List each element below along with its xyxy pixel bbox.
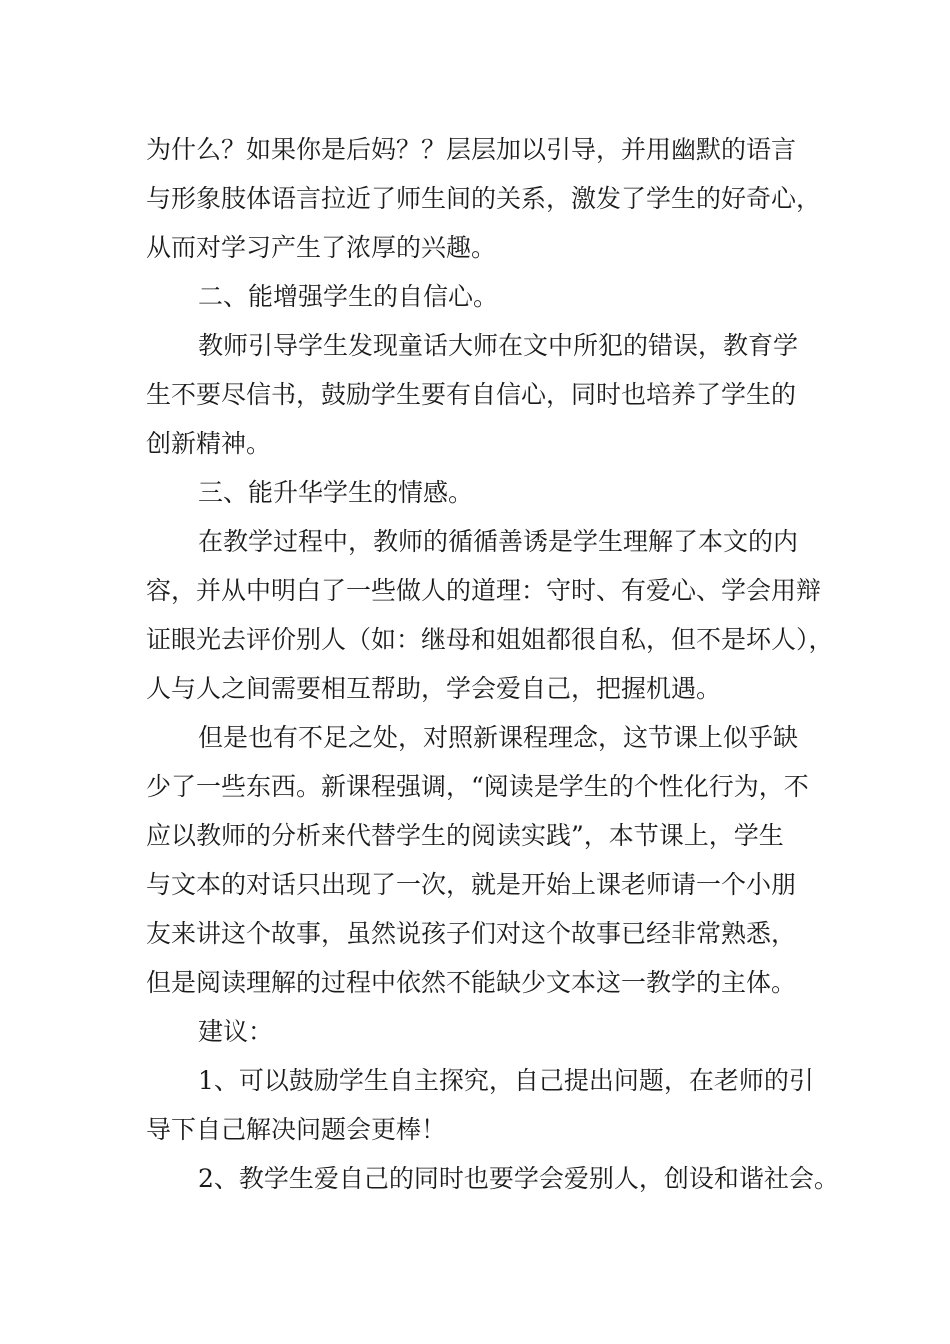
section-heading bbox=[146, 468, 826, 517]
text-line: 容，并从中明白了一些做人的道理：守时、有爱心、学会用辩 bbox=[146, 576, 822, 605]
text-line: 应以教师的分析来代替学生的阅读实践”，本节课上，学生 bbox=[146, 821, 784, 850]
text-line: 但是也有不足之处，对照新课程理念，这节课上似乎缺 bbox=[198, 723, 799, 752]
text-line: 建议： bbox=[198, 1017, 274, 1046]
text-line: 三、能升华学生的情感。 bbox=[198, 478, 474, 507]
text-line: 与形象肢体语言拉近了师生间的关系，激发了学生的好奇心， bbox=[146, 184, 822, 213]
section-heading bbox=[146, 272, 826, 321]
text-line: 从而对学习产生了浓厚的兴趣。 bbox=[146, 233, 497, 262]
text-line: 1、可以鼓励学生自主探究，自己提出问题，在老师的引 bbox=[198, 1066, 814, 1095]
section-heading bbox=[146, 1007, 826, 1056]
text-line: 二、能增强学生的自信心。 bbox=[198, 282, 499, 311]
paragraph bbox=[146, 713, 826, 1007]
paragraph bbox=[146, 125, 826, 272]
text-line: 导下自己解决问题会更棒！ bbox=[146, 1115, 447, 1144]
list-item bbox=[146, 1056, 826, 1154]
text-line: 创新精神。 bbox=[146, 429, 272, 458]
text-line: 教师引导学生发现童话大师在文中所犯的错误，教育学 bbox=[198, 331, 799, 360]
text-line: 与文本的对话只出现了一次，就是开始上课老师请一个小朋 bbox=[146, 870, 797, 899]
text-line: 在教学过程中，教师的循循善诱是学生理解了本文的内 bbox=[198, 527, 799, 556]
paragraph bbox=[146, 517, 834, 713]
list-item bbox=[146, 1154, 839, 1203]
text-line: 友来讲这个故事，虽然说孩子们对这个故事已经非常熟悉， bbox=[146, 919, 797, 948]
document-body bbox=[146, 125, 839, 1203]
text-line: 证眼光去评价别人（如：继母和姐姐都很自私，但不是坏人）， bbox=[146, 625, 834, 654]
text-line: 人与人之间需要相互帮助，学会爱自己，把握机遇。 bbox=[146, 674, 722, 703]
text-line: 2、教学生爱自己的同时也要学会爱别人，创设和谐社会。 bbox=[198, 1164, 839, 1193]
paragraph bbox=[146, 321, 826, 468]
text-line: 为什么？如果你是后妈？？层层加以引导，并用幽默的语言 bbox=[146, 135, 797, 164]
text-line: 少了一些东西。新课程强调，“阅读是学生的个性化行为，不 bbox=[146, 772, 809, 801]
text-line: 但是阅读理解的过程中依然不能缺少文本这一教学的主体。 bbox=[146, 968, 797, 997]
text-line: 生不要尽信书，鼓励学生要有自信心，同时也培养了学生的 bbox=[146, 380, 797, 409]
